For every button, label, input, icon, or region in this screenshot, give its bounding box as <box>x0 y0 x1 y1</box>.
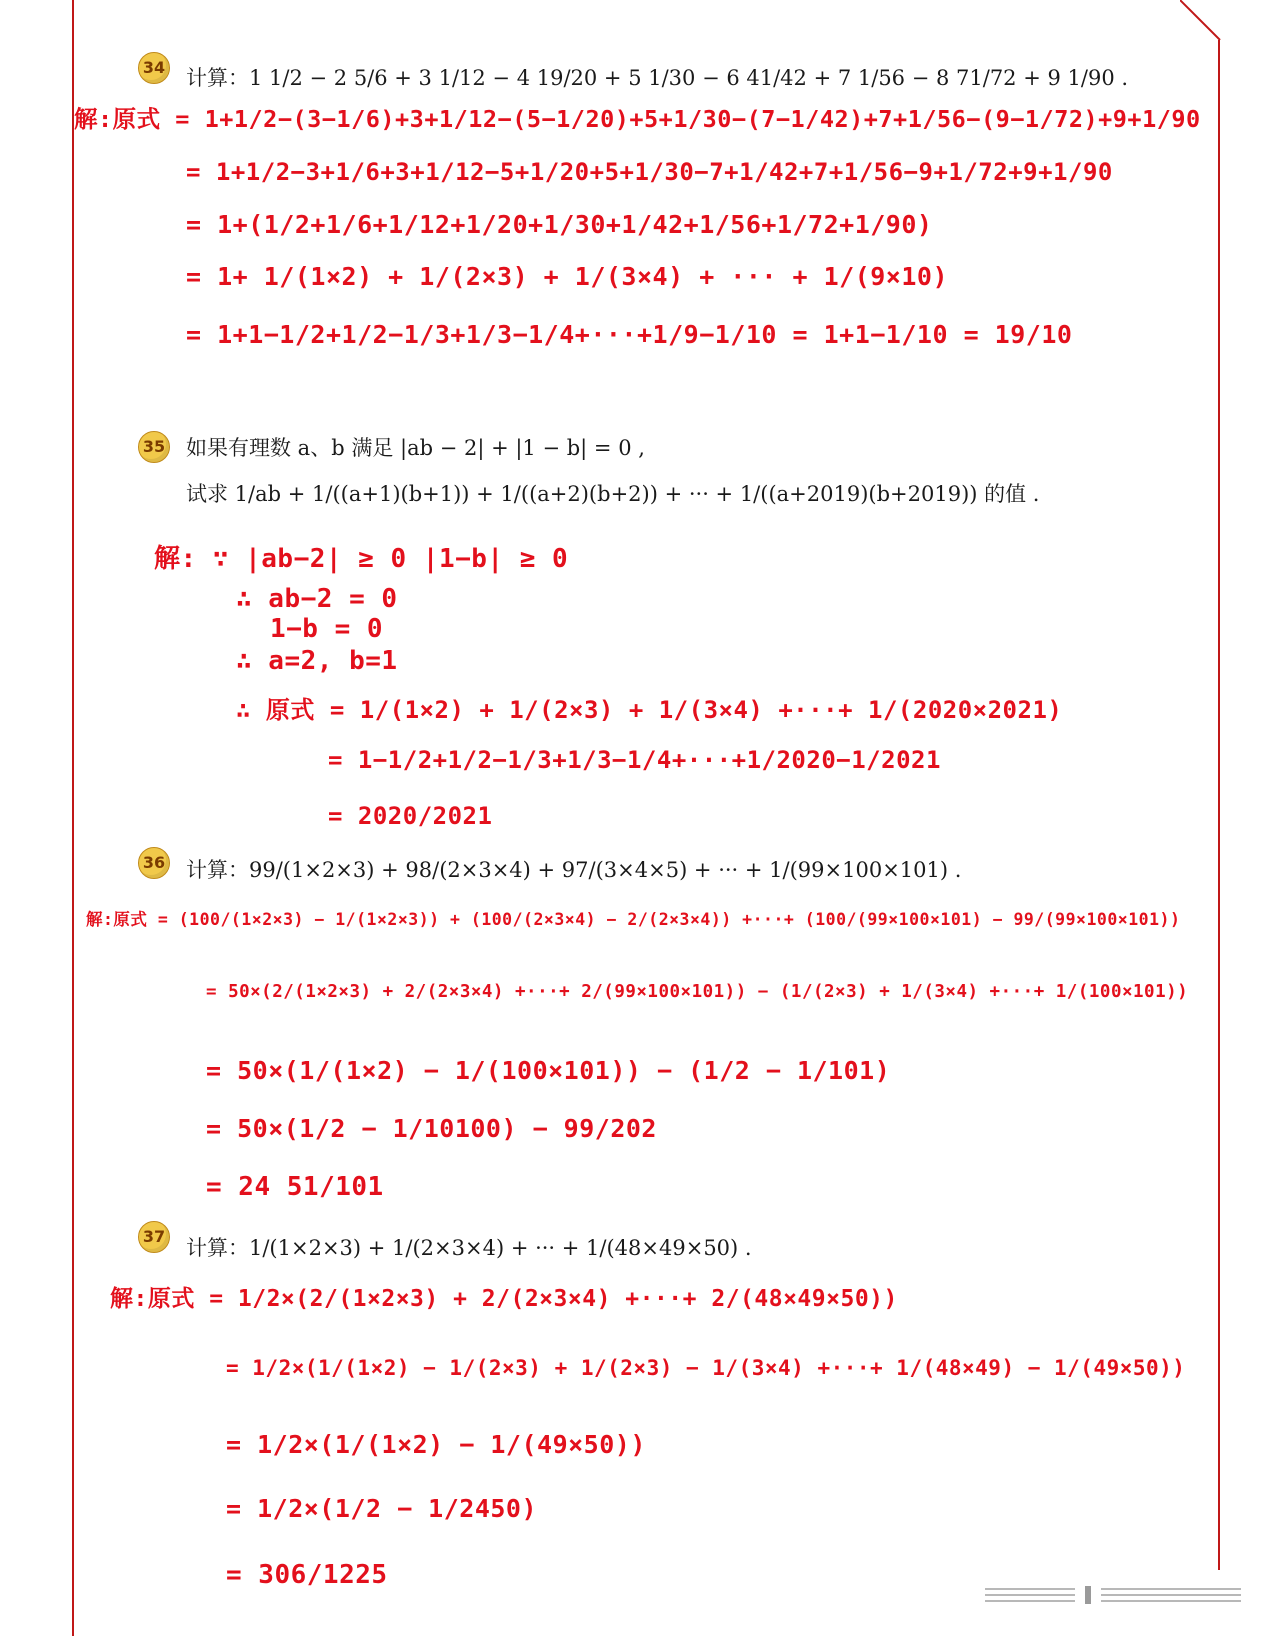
problem-number-badge: 37 <box>138 1221 170 1253</box>
problem-number-badge: 35 <box>138 431 170 463</box>
solution-line: 解:原式 = 1+1/2−(3−1/6)+3+1/12−(5−1/20)+5+1/30−(7−1/42)+7+1/56−(9−1/72)+9+1/90 <box>74 105 1201 133</box>
solution-line: = 24 51/101 <box>206 1172 384 1202</box>
solution-line: = 2020/2021 <box>328 802 493 830</box>
problem-statement-continued: 试求 1/ab + 1/((a+1)(b+1)) + 1/((a+2)(b+2)) + ··· + 1/((a+2019)(b+2019)) 的值 . <box>186 482 1040 506</box>
problem-number-badge: 34 <box>138 52 170 84</box>
solution-line: ∴ 原式 = 1/(1×2) + 1/(2×3) + 1/(3×4) +···+ 1/(2020×2021) <box>236 696 1063 724</box>
problem-number-badge: 36 <box>138 847 170 879</box>
solution-line: = 50×(1/(1×2) − 1/(100×101)) − (1/2 − 1/101) <box>206 1056 891 1085</box>
solution-line: = 1+(1/2+1/6+1/12+1/20+1/30+1/42+1/56+1/72+1/90) <box>186 210 933 239</box>
solution-line: 解:原式 = (100/(1×2×3) − 1/(1×2×3)) + (100/(2×3×4) − 2/(2×3×4)) +···+ (100/(99×100×101) − 99/(99×100×101)) <box>86 910 1181 929</box>
footer-decoration <box>985 1582 1245 1608</box>
solution-line: = 50×(2/(1×2×3) + 2/(2×3×4) +···+ 2/(99×100×101)) − (1/(2×3) + 1/(3×4) +···+ 1/(100×101)) <box>206 982 1189 1002</box>
solution-line: 1−b = 0 <box>270 614 384 644</box>
problem-statement: 如果有理数 a、b 满足 |ab − 2| + |1 − b| = 0 , <box>186 436 645 460</box>
solution-line: 解:原式 = 1/2×(2/(1×2×3) + 2/(2×3×4) +···+ 2/(48×49×50)) <box>110 1286 898 1312</box>
problem-statement: 计算：1/(1×2×3) + 1/(2×3×4) + ··· + 1/(48×49×50) . <box>186 1236 752 1260</box>
solution-line: = 1+ 1/(1×2) + 1/(2×3) + 1/(3×4) + ··· + 1/(9×10) <box>186 262 949 291</box>
solution-line: = 1/2×(1/(1×2) − 1/(2×3) + 1/(2×3) − 1/(3×4) +···+ 1/(48×49) − 1/(49×50)) <box>226 1356 1186 1380</box>
solution-line: = 1/2×(1/2 − 1/2450) <box>226 1494 538 1523</box>
left-margin-line <box>72 0 74 1636</box>
solution-line: = 1/2×(1/(1×2) − 1/(49×50)) <box>226 1430 646 1459</box>
problem-statement: 计算：99/(1×2×3) + 98/(2×3×4) + 97/(3×4×5) + ··· + 1/(99×100×101) . <box>186 858 962 882</box>
page-corner-fold <box>1180 0 1260 40</box>
solution-line: = 50×(1/2 − 1/10100) − 99/202 <box>206 1114 657 1143</box>
solution-line: 解: ∵ |ab−2| ≥ 0 |1−b| ≥ 0 <box>154 544 569 574</box>
solution-line: = 306/1225 <box>226 1560 388 1590</box>
solution-line: = 1−1/2+1/2−1/3+1/3−1/4+···+1/2020−1/2021 <box>328 746 941 774</box>
solution-line: = 1+1−1/2+1/2−1/3+1/3−1/4+···+1/9−1/10 = 1+1−1/10 = 19/10 <box>186 320 1073 349</box>
solution-line: = 1+1/2−3+1/6+3+1/12−5+1/20+5+1/30−7+1/42+7+1/56−9+1/72+9+1/90 <box>186 158 1113 186</box>
problem-statement: 计算：1 1/2 − 2 5/6 + 3 1/12 − 4 19/20 + 5 1/30 − 6 41/42 + 7 1/56 − 8 71/72 + 9 1/90 . <box>186 66 1129 90</box>
solution-line: ∴ a=2, b=1 <box>236 646 398 676</box>
right-margin-line <box>1218 40 1220 1570</box>
solution-line: ∴ ab−2 = 0 <box>236 584 398 614</box>
